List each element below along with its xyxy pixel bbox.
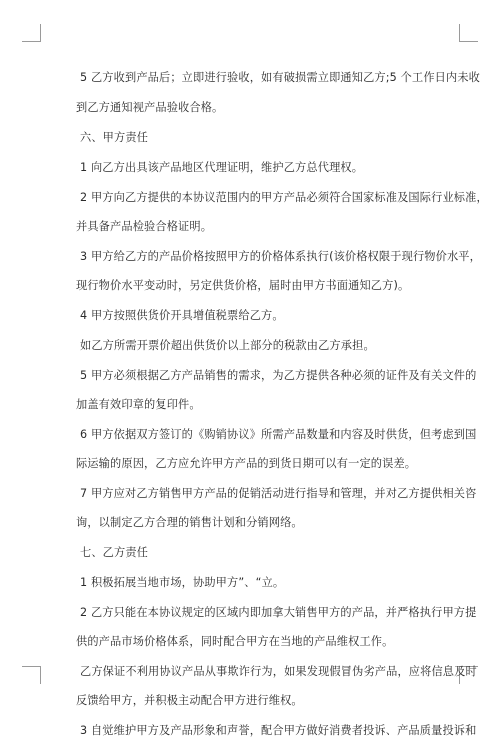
- crop-mark-top-left-horizontal: [22, 41, 41, 42]
- text-line: 5 甲方必须根据乙方产品销售的需求，为乙方提供各种必须的证件及有关文件的: [80, 369, 477, 382]
- text-line: 询，以制定乙方合理的销售计划和分销网络。: [76, 516, 303, 529]
- crop-mark-bottom-left-horizontal: [22, 666, 41, 667]
- text-line: 1 积极拓展当地市场，协助甲方”、“立。: [80, 576, 285, 589]
- crop-mark-bottom-left-vertical: [40, 666, 41, 684]
- text-line: 2 甲方向乙方提供的本协议范围内的甲方产品必须符合国家标准及国际行业标准，: [80, 191, 488, 204]
- text-line: 2 乙方只能在本协议规定的区域内即加拿大销售甲方的产品，并严格执行甲方提: [80, 606, 477, 619]
- text-line: 乙方保证不利用协议产品从事欺诈行为，如果发现假冒伪劣产品，应将信息及时: [80, 665, 477, 678]
- section-heading: 六、甲方责任: [80, 131, 149, 144]
- text-line: 5 乙方收到产品后；立即进行验收，如有破损需立即通知乙方;5 个工作日内未收: [80, 71, 481, 84]
- section-heading: 七、乙方责任: [80, 546, 149, 559]
- text-line: 3 自觉维护甲方及产品形象和声誉，配合甲方做好消费者投诉、产品质量投诉和: [80, 724, 477, 737]
- crop-mark-top-right-horizontal: [459, 41, 478, 42]
- crop-mark-top-left-vertical: [40, 24, 41, 42]
- text-line: 1 向乙方出具该产品地区代理证明，维护乙方总代理权。: [80, 161, 364, 174]
- text-line: 如乙方所需开票价超出供货价以上部分的税款由乙方承担。: [80, 339, 375, 352]
- text-line: 3 甲方给乙方的产品价格按照甲方的价格体系执行(该价格权限于现行物价水平，: [80, 250, 481, 263]
- text-line: 现行物价水平变动时，另定供货价格，届时由甲方书面通知乙方)。: [76, 279, 410, 292]
- crop-mark-top-right-vertical: [459, 24, 460, 42]
- text-line: 并具备产品检验合格证明。: [76, 220, 213, 233]
- text-line: 加盖有效印章的复印件。: [76, 398, 201, 411]
- text-line: 7 甲方应对乙方销售甲方产品的促销活动进行指导和管理，并对乙方提供相关咨: [80, 487, 477, 500]
- text-line: 供的产品市场价格体系，同时配合甲方在当地的产品维权工作。: [76, 635, 394, 648]
- text-line: 6 甲方依据双方签订的《购销协议》所需产品数量和内容及时供货，但考虑到国: [80, 428, 477, 441]
- text-line: 反馈给甲方，并积极主动配合甲方进行维权。: [76, 694, 303, 707]
- text-line: 际运输的原因，乙方应允许甲方产品的到货日期可以有一定的误差。: [76, 457, 417, 470]
- text-line: 4 甲方按照供货价开具增值税票给乙方。: [80, 309, 284, 322]
- text-line: 到乙方通知视产品验收合格。: [76, 101, 224, 114]
